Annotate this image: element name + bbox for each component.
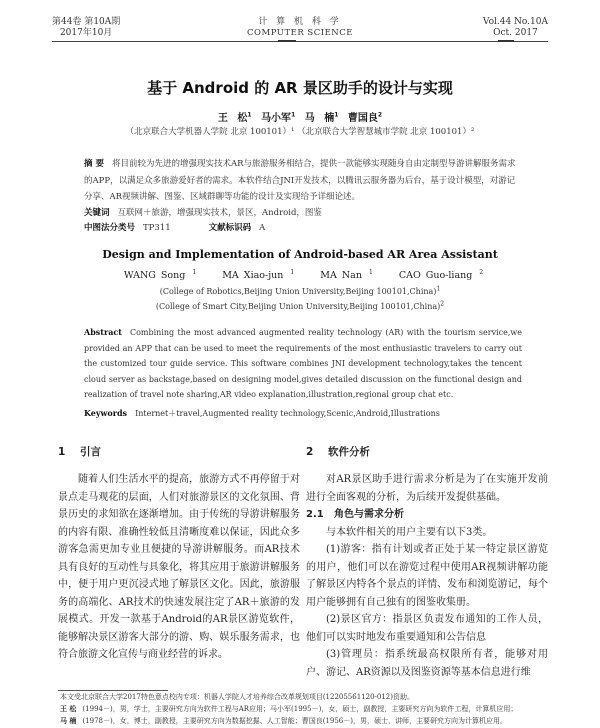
right-column (306, 443, 548, 681)
journal-volume-en (483, 17, 548, 39)
author-cn: 马 楠$^1$ (304, 111, 339, 124)
section-heading (306, 443, 548, 465)
clc-value: TP311 (143, 223, 171, 233)
subsection-heading (306, 506, 548, 524)
user-role-item: (3)管理员：指系统最高权限所有者，能够对用户、游记、AR资源以及图鉴资源等基本信息进行维 (306, 649, 548, 678)
doc-code-label: 文献标识码 (208, 223, 252, 233)
user-role-item: (2)景区官方：指景区负责发布通知的工作人员，他们可以实时地发布重要通知和公告信息 (306, 614, 548, 643)
section-title: 软件分析 (328, 446, 370, 458)
section-number: 1 (58, 446, 66, 458)
author-cn: 曹国良$^2$ (347, 111, 383, 124)
abstract-cn-text: 将目前较为先进的增强现实技术AR与旅游服务相结合，提供一款能够实现随身自由定制型导游讲解服务需求的APP，以满足众多旅游爱好者的需求。本软件结合JNI开发技术，以腾讯云服务器为后台，基于设计模型，对游记分享、AR视频讲解、图鉴、区域群聊等功能的设计及实现给予详细论述。 (84, 159, 516, 202)
subsection-title: 角色与需求分析 (334, 509, 404, 520)
author-cn: 王 松$^1$ (217, 111, 252, 124)
header-rule-mark (498, 40, 514, 42)
affiliation-en: (College of Robotics,Beijing Union University,Beijing 100101,China)$^1$ (159, 285, 441, 296)
affiliation-en: (College of Smart City,Beijing Union University,Beijing 100101,China)$^2$ (155, 300, 445, 311)
section-number: 2 (306, 446, 314, 458)
doc-code-value: A (259, 223, 266, 233)
footnote-rule (58, 690, 168, 691)
author-en: CAO Guo-liang $^2$ (398, 268, 484, 281)
users-intro-paragraph: 与本软件相关的用户主要有以下3类。 (326, 526, 493, 538)
volume-en-text: Vol.44 No.10A (482, 17, 548, 27)
introduction-paragraph: 随着人们生活水平的提高，旅游方式不再停留于对景点走马观花的层面，人们对旅游景区的文化氛围、背景历史的求知欲在逐渐增加。由于传统的导游讲解服务的内容有限、准确性较低且清晰度难以保证，因此众多游客急需更加专业且便捷的导游讲解服务。而AR技术具有良好的互动性与具象化，将其应用于旅游讲解服务中，便于用户更沉浸式地了解景区文化。因此，旅游服务的高端化、AR技术的快速发展注定了AR＋旅游的发展模式。开发一款基于Android的AR景区游览软件，能够解决景区游客大部分的游、购、娱乐服务需求，也符合旅游文化宣传与商业经营的诉求。 (58, 474, 300, 660)
issue-date-text: 2017年10月 (59, 28, 113, 38)
abstract-cn (84, 156, 520, 206)
footnote-author-bio: 王 松 (1994－)，男，学士，主要研究方向为软件工程与AR应用；马小军(1995－)，女，硕士，副教授，主要研究方向为软件工程，计算机应用； (60, 705, 518, 713)
header-rule (52, 41, 548, 42)
keywords-cn (84, 206, 520, 218)
keywords-cn-text: 互联网＋旅游，增强现实技术，景区，Android，图鉴 (117, 208, 322, 218)
clc-label: 中图法分类号 (84, 223, 136, 233)
affiliation-cn: （北京联合大学机器人学院 北京 100101）¹ （北京联合大学智慧城市学院 北京 100101）² (125, 127, 475, 137)
paper-title-cn: 基于 Android 的 AR 景区助手的设计与实现 (147, 79, 453, 97)
abstract-cn-label: 摘 要 (84, 159, 104, 169)
classification-line (84, 221, 520, 233)
author-en: WANG Song $^1$ (123, 268, 197, 281)
journal-name-cn: 计 算 机 科 学 (258, 17, 342, 27)
author-en: MA Xiao-jun $^1$ (222, 268, 295, 281)
date-en-text: Oct. 2017 (493, 28, 538, 38)
header-rule-mark (278, 40, 296, 42)
journal-name-en: COMPUTER SCIENCE (247, 28, 353, 38)
abstract-en (84, 325, 522, 403)
keywords-en-label: Keywords (84, 408, 128, 418)
analysis-intro-paragraph: 对AR景区助手进行需求分析是为了在实施开发前进行全面客观的分析，为后续开发提供基础。 (306, 474, 548, 503)
left-column (58, 443, 300, 664)
footnote-funding: 本文受北京联合大学2017特色意点校内专项：机器人学院人才培养综合改革规划项目(12205561120-012)资助。 (60, 693, 414, 701)
authors-en (0, 270, 600, 281)
section-title: 引言 (80, 446, 101, 458)
author-en: MA Nan $^1$ (320, 268, 373, 281)
footnote-author-bio: 马 楠 (1978－)，女，博士，副教授，主要研究方向为数据挖掘、人工智能；曹国良(1956－)，男，硕士，讲师，主要研究方向为计算机应用。 (60, 717, 507, 725)
keywords-cn-label: 关键词 (84, 208, 110, 218)
user-role-item: (1)游客：指有计划或者正处于某一特定景区游览的用户，他们可以在游览过程中使用AR视频讲解功能了解景区内特各个景点的详情、发布和浏览游记，每个用户能够拥有自己独有的图鉴收集册。 (306, 544, 548, 608)
keywords-en (84, 408, 522, 419)
abstract-en-text: Combining the most advanced augmented reality technology (AR) with the tourism service,we provided an APP that can be used to meet the requirements of the most enthusiastic travelers to carry out the customized tour guide service. This software combines JNI development technology,takes the tencent cloud server as backstage,based on designing model,gives detailed discussion on the functional design and realization of travel note sharing,AR video explanation,illustration,regional group chat etc. (84, 328, 522, 399)
paper-title-en: Design and Implementation of Android-based AR Area Assistant (102, 248, 498, 261)
keywords-en-text: Internet＋travel,Augmented reality technology,Scenic,Android,Illustrations (135, 409, 440, 418)
abstract-en-label: Abstract (84, 327, 122, 337)
section-heading (58, 443, 300, 465)
subsection-number: 2.1 (306, 509, 324, 520)
volume-issue-text: 第44卷 第10A期 (52, 17, 121, 27)
authors-cn (0, 109, 600, 124)
author-cn: 马小军$^1$ (261, 111, 296, 124)
